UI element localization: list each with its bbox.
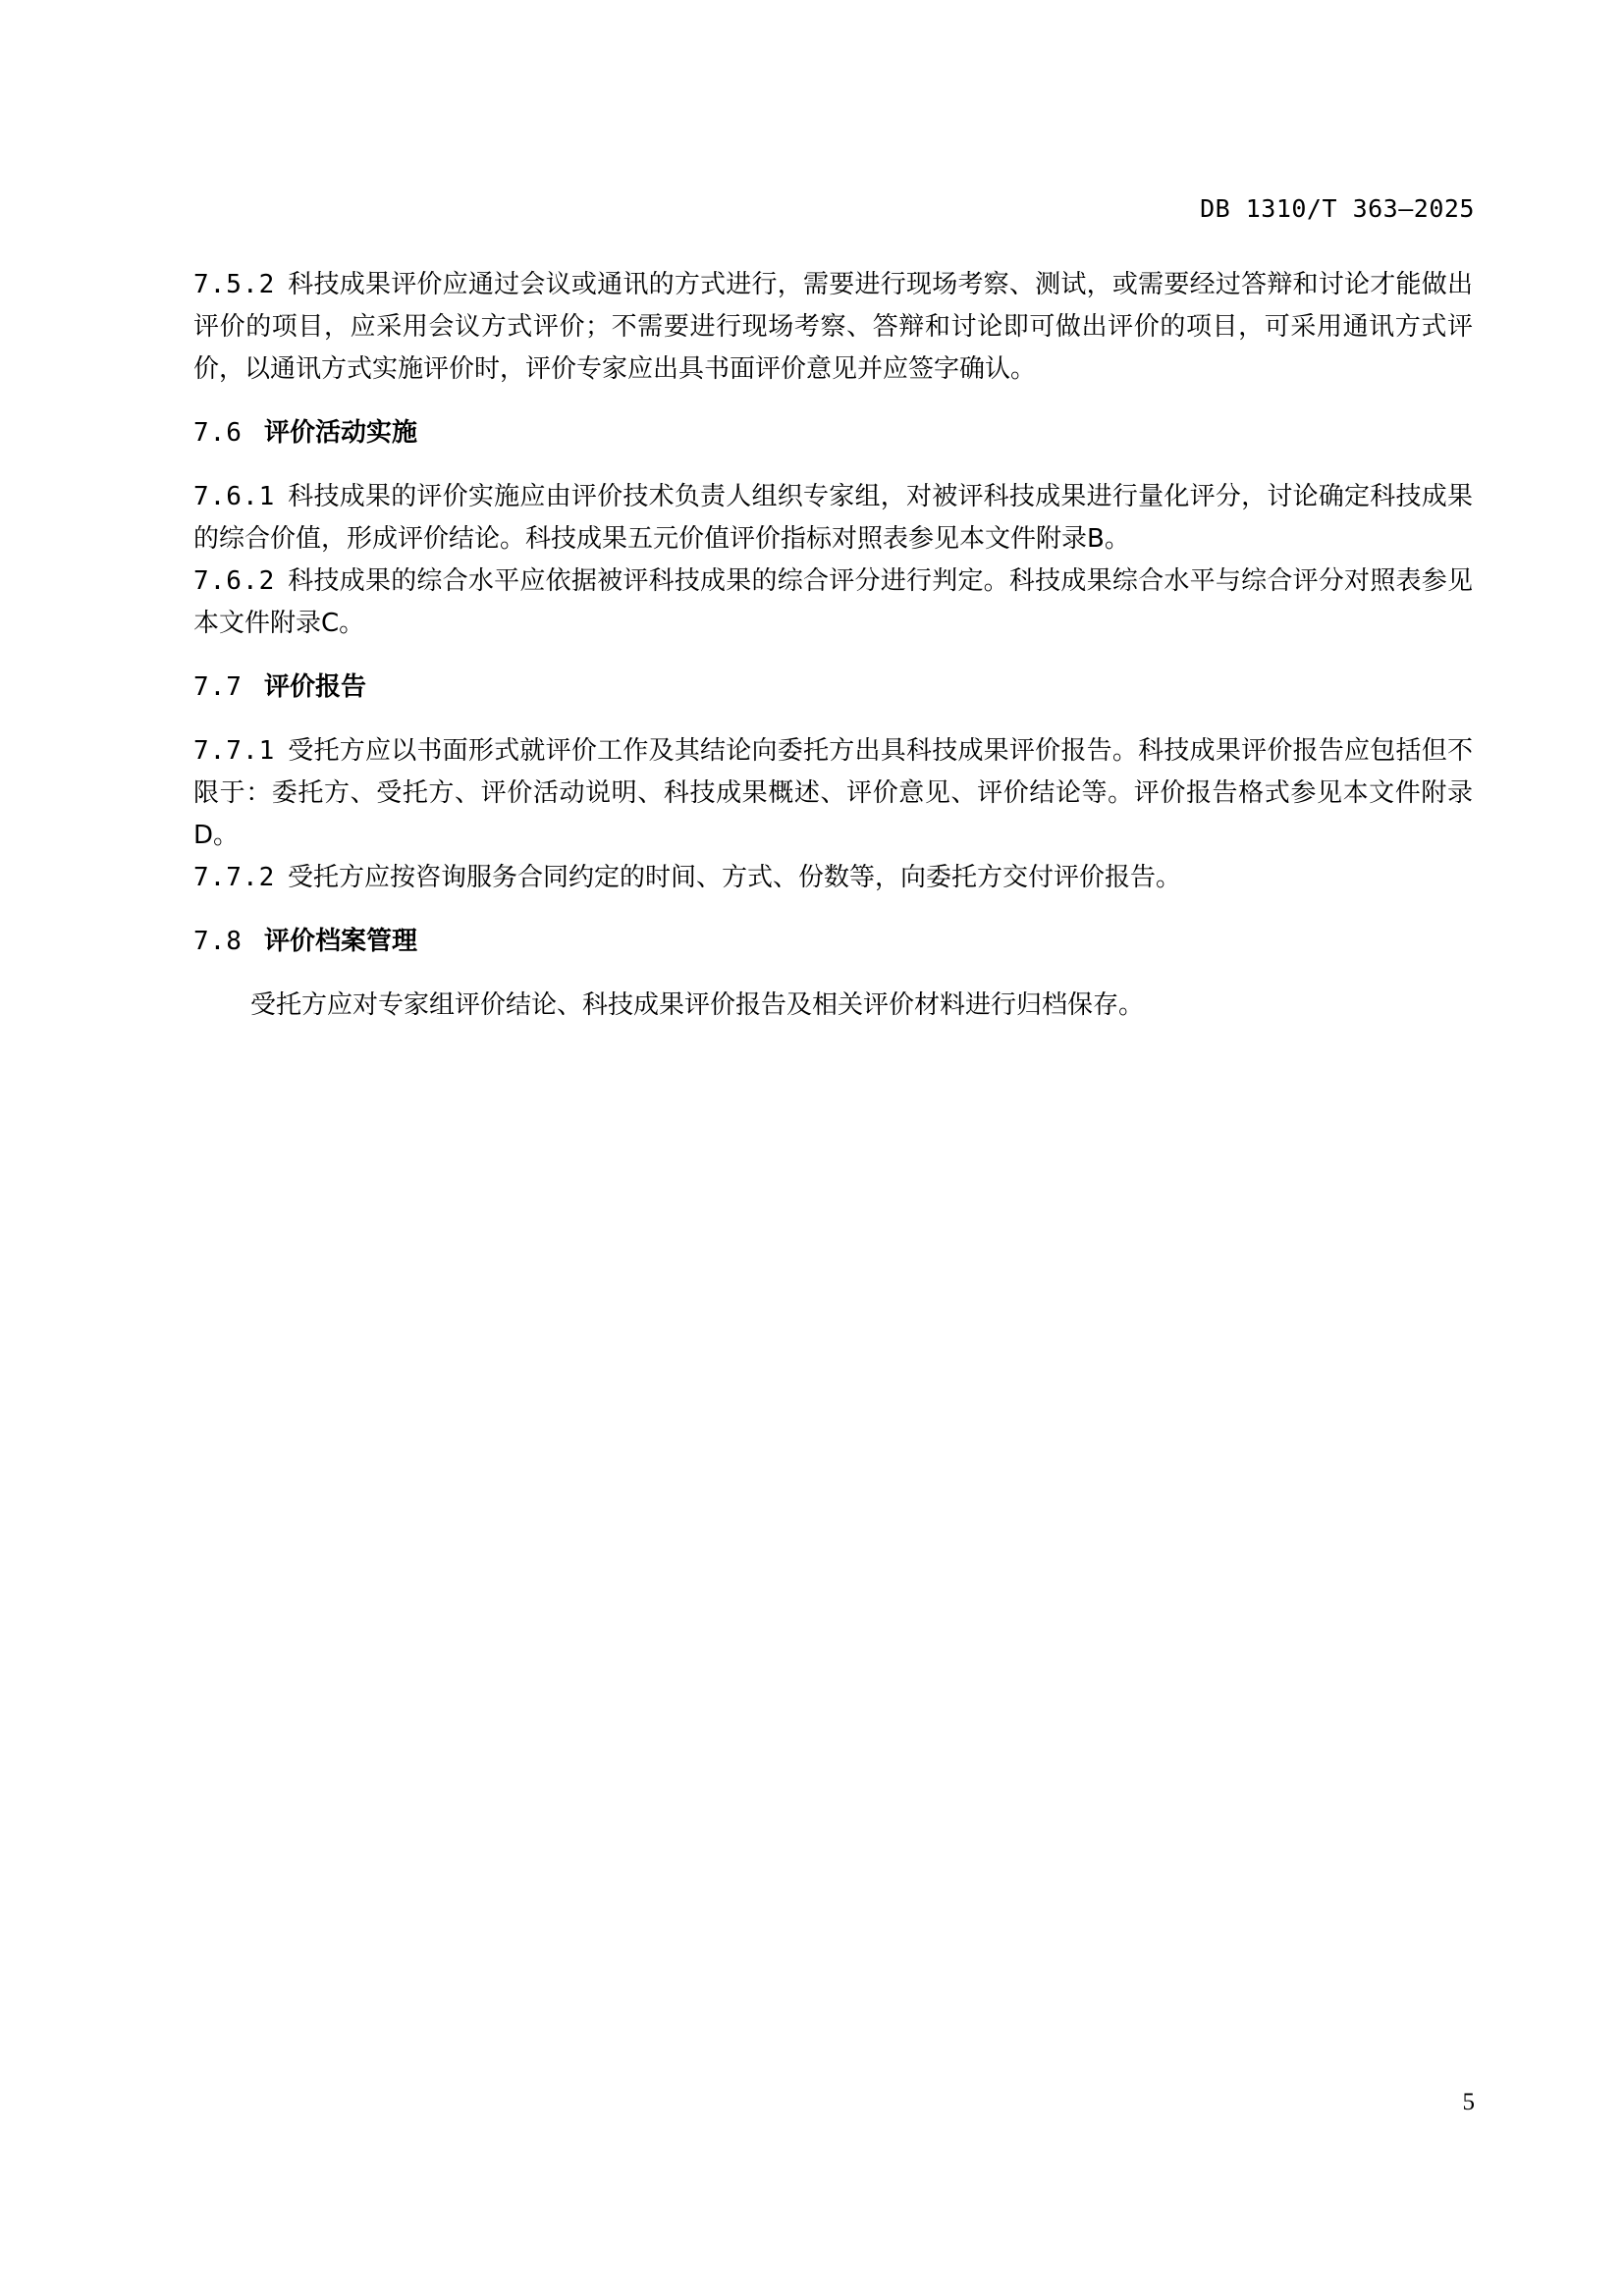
clause-text: 科技成果评价应通过会议或通讯的方式进行，需要进行现场考察、测试，或需要经过答辩和讨论才能做出评价的项目，应采用会议方式评价；不需要进行现场考察、答辩和讨论即可做出评价的项目，可采用通讯方式评价，以通讯方式实施评价时，评价专家应出具书面评价意见并应签字确认。 (193, 270, 1473, 384)
clause-number: 7.7.2 (193, 863, 276, 892)
page-number: 5 (1462, 2089, 1475, 2115)
clause-7-6-2 (193, 561, 1473, 645)
section-title: 评价档案管理 (264, 927, 418, 956)
page-body (193, 264, 1473, 1027)
document-code: DB 1310/T 363—2025 (1200, 194, 1475, 223)
clause-7-7-2 (193, 857, 1473, 899)
clause-number: 7.5.2 (193, 270, 276, 299)
section-heading-7-7 (193, 667, 1473, 709)
clause-7-6-1 (193, 476, 1473, 561)
section-number: 7.8 (193, 927, 243, 956)
section-title: 评价活动实施 (264, 418, 418, 448)
clause-7-5-2 (193, 264, 1473, 391)
clause-text: 科技成果的综合水平应依据被评科技成果的综合评分进行判定。科技成果综合水平与综合评分对照表参见本文件附录C。 (193, 566, 1473, 638)
clause-text: 受托方应按咨询服务合同约定的时间、方式、份数等，向委托方交付评价报告。 (288, 863, 1182, 892)
section-number: 7.6 (193, 418, 243, 448)
section-heading-7-6 (193, 412, 1473, 454)
paragraph-7-8: 受托方应对专家组评价结论、科技成果评价报告及相关评价材料进行归档保存。 (250, 990, 1145, 1020)
clause-text: 科技成果的评价实施应由评价技术负责人组织专家组，对被评科技成果进行量化评分，讨论确定科技成果的综合价值，形成评价结论。科技成果五元价值评价指标对照表参见本文件附录B。 (193, 482, 1473, 554)
clause-text: 受托方应以书面形式就评价工作及其结论向委托方出具科技成果评价报告。科技成果评价报告应包括但不限于：委托方、受托方、评价活动说明、科技成果概述、评价意见、评价结论等。评价报告格式参见本文件附录D。 (193, 736, 1473, 850)
section-title: 评价报告 (264, 672, 367, 702)
clause-7-7-1 (193, 730, 1473, 857)
section-heading-7-8 (193, 921, 1473, 963)
clause-number: 7.6.1 (193, 482, 276, 511)
clause-number: 7.7.1 (193, 736, 276, 766)
section-number: 7.7 (193, 672, 243, 702)
clause-number: 7.6.2 (193, 566, 276, 596)
